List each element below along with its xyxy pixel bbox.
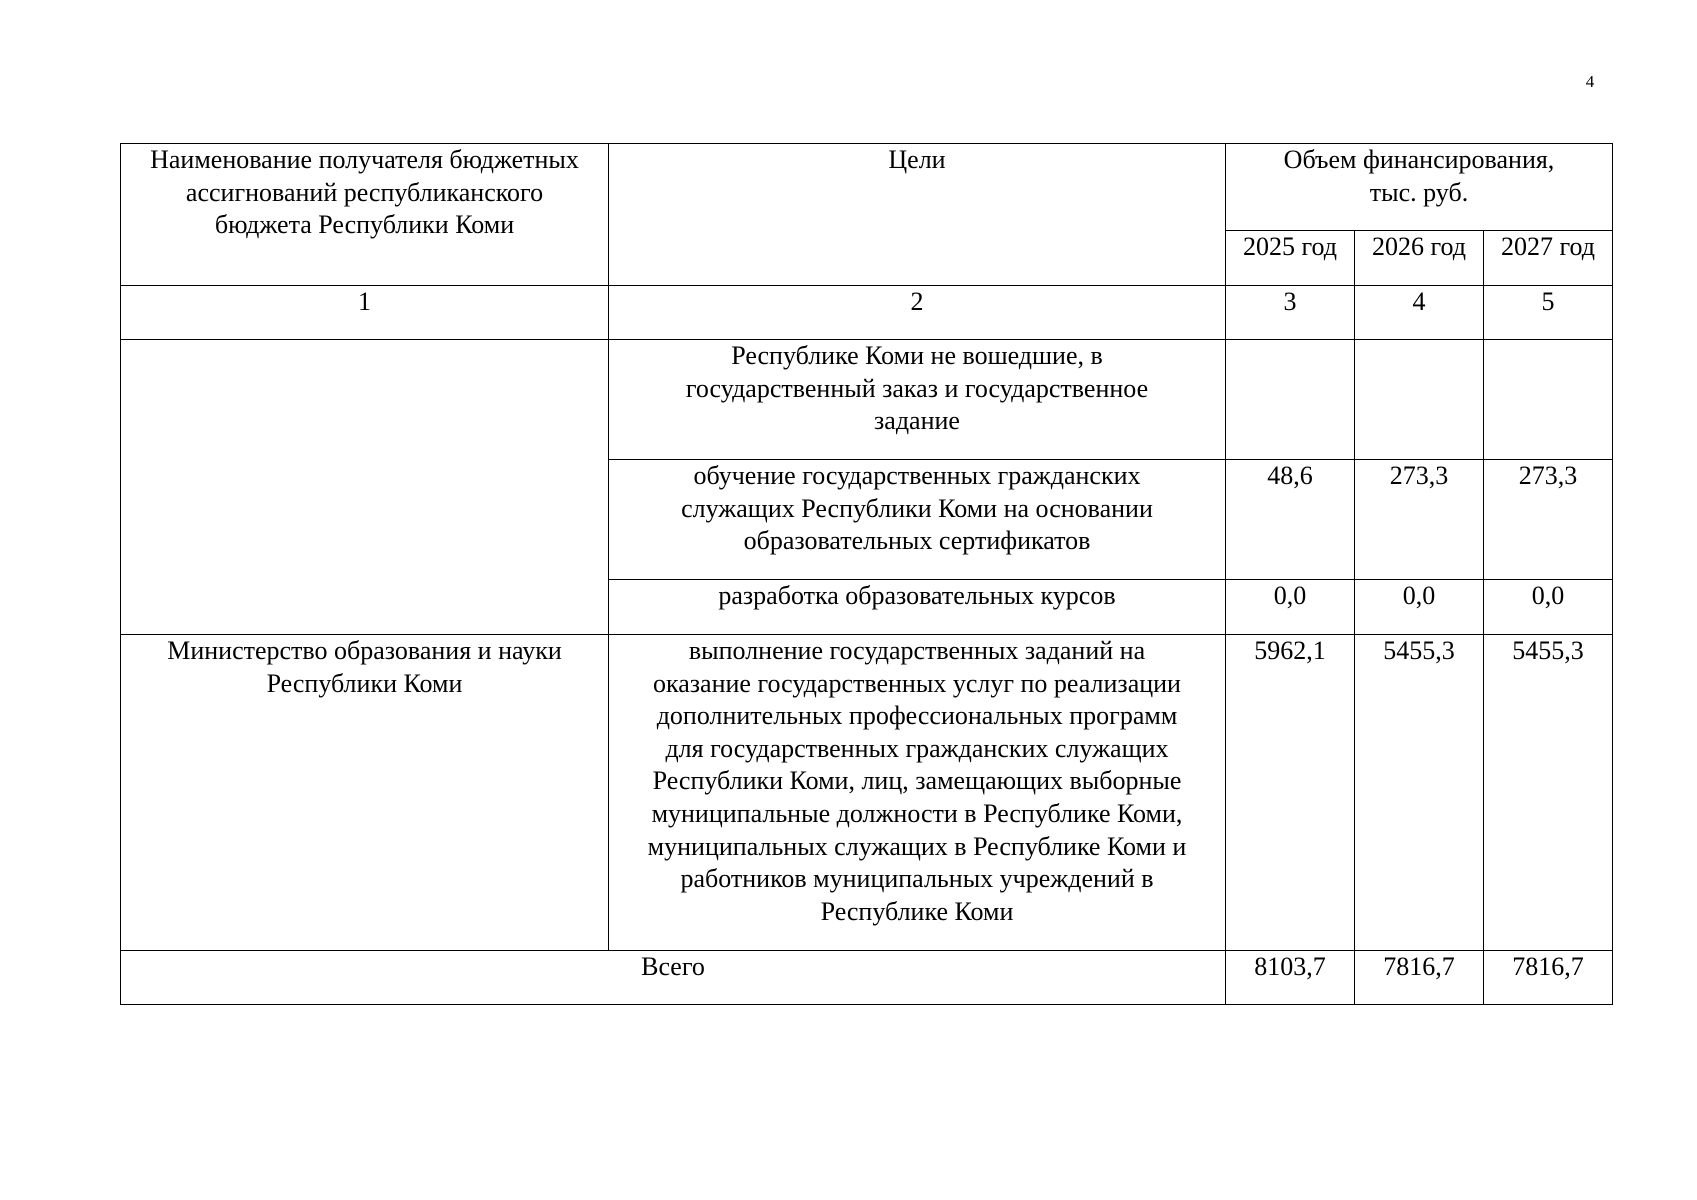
header-year-2027: 2027 год	[1484, 231, 1613, 286]
goal-cell	[609, 460, 1226, 580]
goal-cell	[609, 340, 1226, 460]
table-row	[121, 635, 1613, 951]
header-recipient-line: ассигнований республиканского	[185, 177, 544, 207]
column-number: 5	[1484, 286, 1613, 340]
total-value-2026: 7816,7	[1355, 951, 1484, 1005]
goal-line: разработка образовательных курсов	[718, 581, 1116, 610]
total-value-2027: 7816,7	[1484, 951, 1613, 1005]
table-row	[121, 340, 1613, 460]
page-number: 4	[1585, 72, 1595, 91]
column-number: 3	[1226, 286, 1355, 340]
header-year-2026: 2026 год	[1355, 231, 1484, 286]
table-header-row	[121, 144, 1613, 231]
goal-line: Республики Коми, лиц, замещающих выборные	[652, 766, 1182, 796]
goal-line: служащих Республики Коми на основании	[681, 493, 1153, 523]
value-cell-2025: 5962,1	[1226, 635, 1355, 951]
header-goals: Цели	[609, 144, 1226, 286]
header-year-2025: 2025 год	[1226, 231, 1355, 286]
goal-line: для государственных гражданских служащих	[665, 733, 1169, 763]
value-cell-2026: 273,3	[1355, 460, 1484, 580]
value-cell-2026	[1355, 340, 1484, 460]
recipient-cell-empty	[121, 340, 609, 635]
goal-line: выполнение государственных заданий на	[688, 636, 1146, 665]
value-cell-2025: 48,6	[1226, 460, 1355, 580]
recipient-line: Республики Коми	[266, 668, 463, 698]
value-cell-2027: 0,0	[1484, 580, 1613, 635]
value-cell-2027: 273,3	[1484, 460, 1613, 580]
header-volume-line: Объем финансирования,	[1283, 145, 1555, 174]
goal-line: муниципальные должности в Республике Коми,	[651, 798, 1183, 828]
header-volume-line: тыс. руб.	[1369, 177, 1469, 207]
goal-cell	[609, 635, 1226, 951]
total-value-2025: 8103,7	[1226, 951, 1355, 1005]
total-label: Всего	[121, 951, 1226, 1005]
column-number: 4	[1355, 286, 1484, 340]
value-cell-2027: 5455,3	[1484, 635, 1613, 951]
header-funding-volume	[1226, 144, 1613, 231]
value-cell-2027	[1484, 340, 1613, 460]
budget-allocation-table	[120, 143, 1613, 1005]
header-recipient	[121, 144, 609, 286]
goal-line: муниципальных служащих в Республике Коми и	[647, 831, 1187, 861]
header-recipient-line: Наименование получателя бюджетных	[150, 145, 579, 174]
recipient-cell	[121, 635, 609, 951]
goal-line: обучение государственных гражданских	[693, 461, 1141, 490]
goal-line: Республике Коми не вошедшие, в	[731, 341, 1103, 370]
goal-line: дополнительных профессиональных программ	[656, 701, 1178, 731]
column-number: 2	[609, 286, 1226, 340]
goal-line: задание	[874, 406, 960, 436]
value-cell-2025: 0,0	[1226, 580, 1355, 635]
column-numbers-row	[121, 286, 1613, 340]
goal-line: работников муниципальных учреждений в	[680, 864, 1154, 894]
goal-line: образовательных сертификатов	[743, 526, 1091, 556]
value-cell-2025	[1226, 340, 1355, 460]
value-cell-2026: 5455,3	[1355, 635, 1484, 951]
total-row	[121, 951, 1613, 1005]
goal-line: государственный заказ и государственное	[685, 373, 1149, 403]
column-number: 1	[121, 286, 609, 340]
recipient-line: Министерство образования и науки	[167, 636, 562, 665]
goal-cell	[609, 580, 1226, 635]
goal-line: Республике Коми	[820, 896, 1014, 926]
header-recipient-line: бюджета Республики Коми	[214, 210, 515, 240]
goal-line: оказание государственных услуг по реализации	[653, 668, 1181, 698]
value-cell-2026: 0,0	[1355, 580, 1484, 635]
